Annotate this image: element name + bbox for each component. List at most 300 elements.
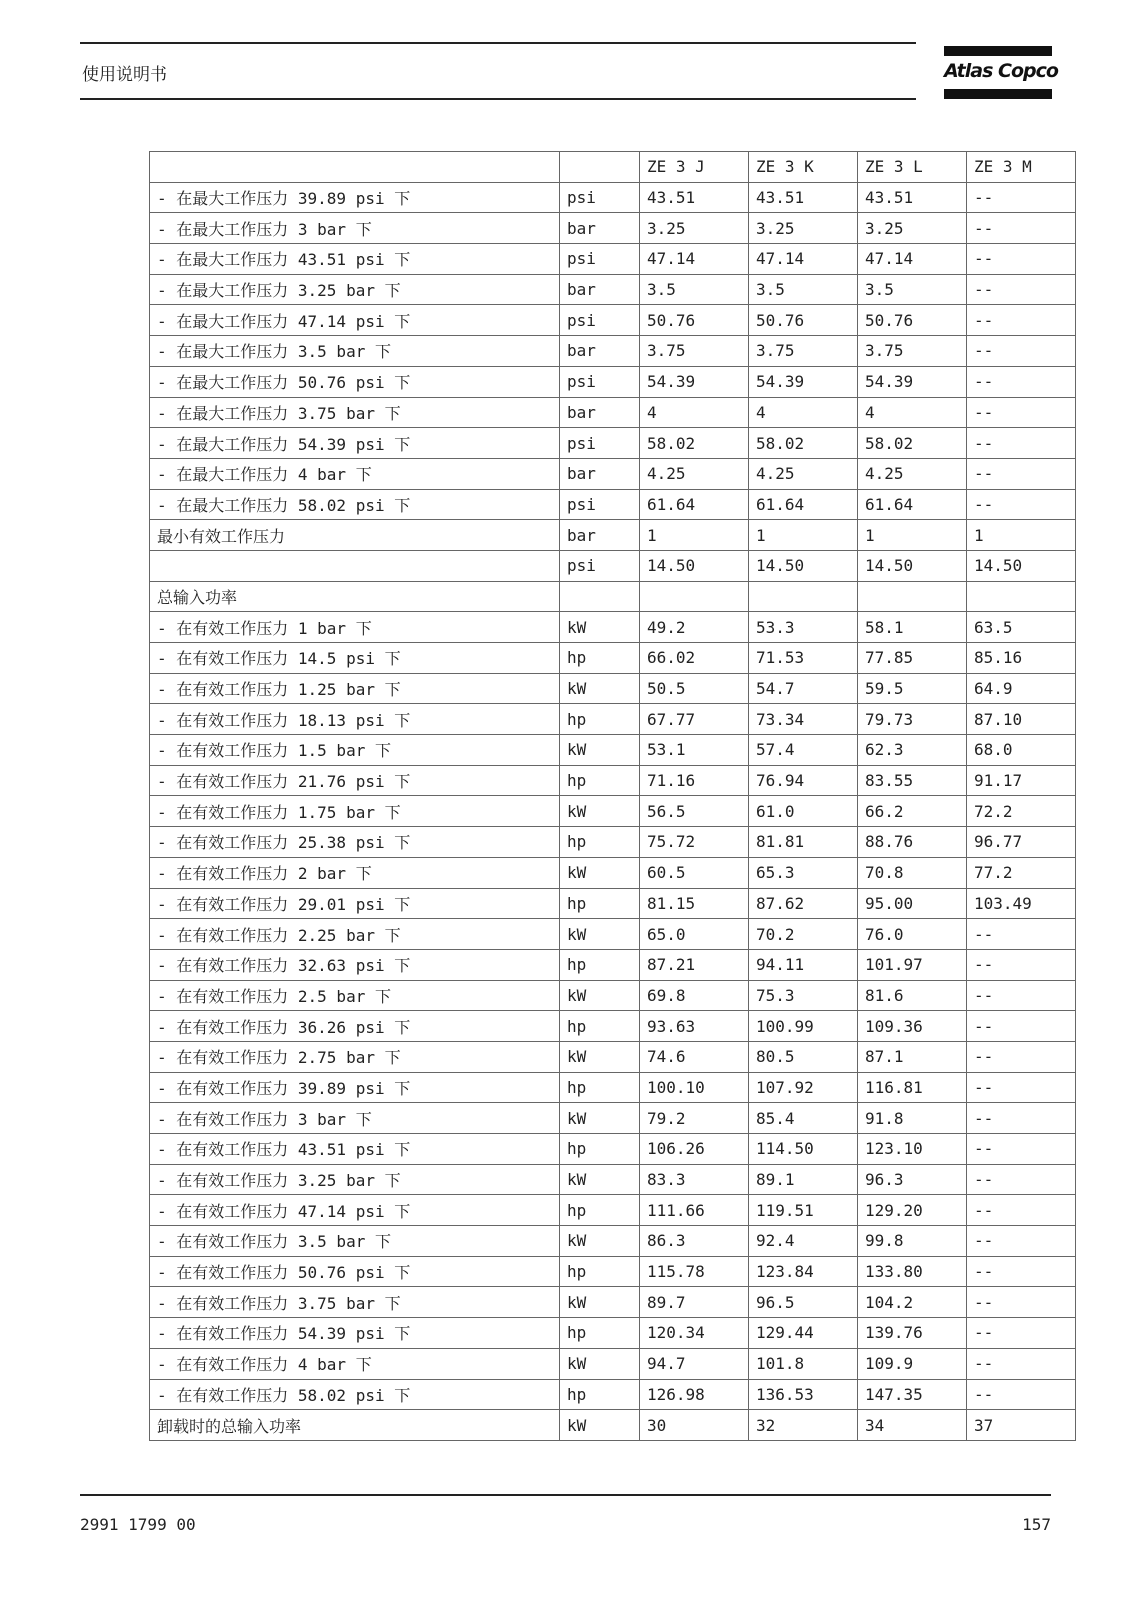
row-label: - 在有效工作压力 36.26 psi 下	[150, 1011, 560, 1042]
table-row	[150, 673, 1076, 704]
row-label: - 在最大工作压力 3.5 bar 下	[150, 336, 560, 367]
value-cell-ze3j: 120.34	[640, 1318, 749, 1349]
value-cell-ze3k: 1	[749, 520, 858, 551]
value-cell-ze3k: 136.53	[749, 1379, 858, 1410]
value-cell-ze3m: --	[967, 182, 1076, 213]
value-cell-ze3k: 114.50	[749, 1134, 858, 1165]
value-cell-ze3l: 91.8	[858, 1103, 967, 1134]
value-cell-ze3m: --	[967, 244, 1076, 275]
value-cell-ze3k: 61.64	[749, 489, 858, 520]
value-cell-ze3l: 62.3	[858, 735, 967, 766]
value-cell-ze3k: 107.92	[749, 1072, 858, 1103]
value-cell-ze3l: 43.51	[858, 182, 967, 213]
value-cell-ze3k: 87.62	[749, 888, 858, 919]
value-cell-ze3l: 14.50	[858, 550, 967, 581]
value-cell-ze3l: 79.73	[858, 704, 967, 735]
header-cell-label	[150, 152, 560, 183]
value-cell-ze3j: 4	[640, 397, 749, 428]
value-cell-ze3l: 34	[858, 1410, 967, 1441]
table-row	[150, 1287, 1076, 1318]
table-row	[150, 1103, 1076, 1134]
row-label: - 在最大工作压力 3.25 bar 下	[150, 274, 560, 305]
value-cell-ze3j: 79.2	[640, 1103, 749, 1134]
row-label: - 在最大工作压力 39.89 psi 下	[150, 182, 560, 213]
value-cell-ze3m: 96.77	[967, 827, 1076, 858]
value-cell-ze3m: --	[967, 458, 1076, 489]
table-row	[150, 735, 1076, 766]
value-cell-ze3m: --	[967, 1379, 1076, 1410]
table-row	[150, 612, 1076, 643]
value-cell-ze3j: 30	[640, 1410, 749, 1441]
row-label: - 在有效工作压力 4 bar 下	[150, 1348, 560, 1379]
value-cell-ze3j: 50.5	[640, 673, 749, 704]
unit-cell: psi	[560, 244, 640, 275]
table-row	[150, 980, 1076, 1011]
value-cell-ze3j: 66.02	[640, 643, 749, 674]
table-row	[150, 827, 1076, 858]
value-cell-ze3l: 58.02	[858, 428, 967, 459]
value-cell-ze3k: 50.76	[749, 305, 858, 336]
value-cell-ze3j: 56.5	[640, 796, 749, 827]
value-cell-ze3j: 69.8	[640, 980, 749, 1011]
table-row	[150, 1072, 1076, 1103]
unit-cell: hp	[560, 643, 640, 674]
table-row	[150, 1318, 1076, 1349]
logo-wordmark: Atlas Copco	[944, 60, 1058, 82]
header-top-rule	[80, 42, 916, 44]
unit-cell: kW	[560, 673, 640, 704]
value-cell-ze3l: 3.75	[858, 336, 967, 367]
value-cell-ze3j: 58.02	[640, 428, 749, 459]
value-cell-ze3j: 43.51	[640, 182, 749, 213]
value-cell-ze3k: 4.25	[749, 458, 858, 489]
unit-cell: kW	[560, 1348, 640, 1379]
table-row	[150, 550, 1076, 581]
table-row	[150, 428, 1076, 459]
value-cell-ze3j: 89.7	[640, 1287, 749, 1318]
value-cell-ze3j: 111.66	[640, 1195, 749, 1226]
table-row	[150, 213, 1076, 244]
value-cell-ze3l: 4	[858, 397, 967, 428]
value-cell-ze3m: --	[967, 1348, 1076, 1379]
value-cell-ze3l: 133.80	[858, 1256, 967, 1287]
value-cell-ze3m: --	[967, 1103, 1076, 1134]
value-cell-ze3m: --	[967, 949, 1076, 980]
value-cell-ze3k: 76.94	[749, 765, 858, 796]
unit-cell: kW	[560, 1410, 640, 1441]
value-cell-ze3j: 65.0	[640, 919, 749, 950]
value-cell-ze3j: 93.63	[640, 1011, 749, 1042]
value-cell-ze3j: 3.75	[640, 336, 749, 367]
value-cell-ze3k: 80.5	[749, 1041, 858, 1072]
value-cell-ze3l: 59.5	[858, 673, 967, 704]
table-row	[150, 888, 1076, 919]
value-cell-ze3m: 87.10	[967, 704, 1076, 735]
value-cell-ze3j: 86.3	[640, 1226, 749, 1257]
row-label: - 在有效工作压力 43.51 psi 下	[150, 1134, 560, 1165]
value-cell-ze3l: 4.25	[858, 458, 967, 489]
row-label: - 在有效工作压力 2 bar 下	[150, 857, 560, 888]
unit-cell: bar	[560, 397, 640, 428]
unit-cell: hp	[560, 1011, 640, 1042]
value-cell-ze3l: 99.8	[858, 1226, 967, 1257]
unit-cell: bar	[560, 274, 640, 305]
value-cell-ze3l: 116.81	[858, 1072, 967, 1103]
value-cell-ze3k	[749, 581, 858, 612]
value-cell-ze3j: 50.76	[640, 305, 749, 336]
table-row	[150, 397, 1076, 428]
row-label: - 在有效工作压力 3.75 bar 下	[150, 1287, 560, 1318]
value-cell-ze3j: 54.39	[640, 366, 749, 397]
value-cell-ze3m: 14.50	[967, 550, 1076, 581]
unit-cell: kW	[560, 1103, 640, 1134]
row-label: - 在有效工作压力 18.13 psi 下	[150, 704, 560, 735]
unit-cell: kW	[560, 796, 640, 827]
value-cell-ze3m: --	[967, 397, 1076, 428]
value-cell-ze3j: 61.64	[640, 489, 749, 520]
value-cell-ze3j: 67.77	[640, 704, 749, 735]
value-cell-ze3k: 57.4	[749, 735, 858, 766]
header-cell-model: ZE 3 L	[858, 152, 967, 183]
value-cell-ze3m: --	[967, 336, 1076, 367]
table-row	[150, 704, 1076, 735]
value-cell-ze3k: 14.50	[749, 550, 858, 581]
row-label: - 在有效工作压力 29.01 psi 下	[150, 888, 560, 919]
spec-table	[149, 151, 1076, 1441]
unit-cell: psi	[560, 305, 640, 336]
table-row	[150, 643, 1076, 674]
header-bottom-rule	[80, 98, 916, 100]
unit-cell: bar	[560, 213, 640, 244]
row-label: - 在有效工作压力 1.75 bar 下	[150, 796, 560, 827]
table-row	[150, 765, 1076, 796]
value-cell-ze3l: 96.3	[858, 1164, 967, 1195]
value-cell-ze3j: 1	[640, 520, 749, 551]
row-label: 卸载时的总输入功率	[150, 1410, 560, 1441]
row-label: - 在有效工作压力 3.5 bar 下	[150, 1226, 560, 1257]
row-label: - 在最大工作压力 50.76 psi 下	[150, 366, 560, 397]
value-cell-ze3m: --	[967, 1226, 1076, 1257]
value-cell-ze3l: 147.35	[858, 1379, 967, 1410]
row-label: - 在最大工作压力 54.39 psi 下	[150, 428, 560, 459]
table-row	[150, 1041, 1076, 1072]
value-cell-ze3j: 106.26	[640, 1134, 749, 1165]
table-row	[150, 1134, 1076, 1165]
value-cell-ze3k: 81.81	[749, 827, 858, 858]
table-row	[150, 1348, 1076, 1379]
value-cell-ze3m: 77.2	[967, 857, 1076, 888]
value-cell-ze3m: --	[967, 1195, 1076, 1226]
row-label	[150, 550, 560, 581]
table-row	[150, 305, 1076, 336]
value-cell-ze3l: 123.10	[858, 1134, 967, 1165]
unit-cell: hp	[560, 1379, 640, 1410]
value-cell-ze3m: --	[967, 980, 1076, 1011]
value-cell-ze3k: 123.84	[749, 1256, 858, 1287]
value-cell-ze3k: 43.51	[749, 182, 858, 213]
value-cell-ze3k: 4	[749, 397, 858, 428]
row-label: - 在有效工作压力 54.39 psi 下	[150, 1318, 560, 1349]
row-label: - 在有效工作压力 3.25 bar 下	[150, 1164, 560, 1195]
unit-cell: hp	[560, 1256, 640, 1287]
unit-cell: kW	[560, 612, 640, 643]
table-row	[150, 1410, 1076, 1441]
value-cell-ze3l: 1	[858, 520, 967, 551]
table-row	[150, 1164, 1076, 1195]
row-label: - 在有效工作压力 3 bar 下	[150, 1103, 560, 1134]
row-label: - 在有效工作压力 25.38 psi 下	[150, 827, 560, 858]
page-number: 157	[1022, 1515, 1051, 1534]
value-cell-ze3m: 72.2	[967, 796, 1076, 827]
value-cell-ze3k: 96.5	[749, 1287, 858, 1318]
row-label: 总输入功率	[150, 581, 560, 612]
value-cell-ze3k: 3.25	[749, 213, 858, 244]
value-cell-ze3j: 3.25	[640, 213, 749, 244]
unit-cell: kW	[560, 857, 640, 888]
table-row	[150, 274, 1076, 305]
value-cell-ze3l: 101.97	[858, 949, 967, 980]
row-label: - 在最大工作压力 4 bar 下	[150, 458, 560, 489]
value-cell-ze3k: 58.02	[749, 428, 858, 459]
value-cell-ze3m: 64.9	[967, 673, 1076, 704]
value-cell-ze3m: 103.49	[967, 888, 1076, 919]
unit-cell: bar	[560, 336, 640, 367]
unit-cell: bar	[560, 520, 640, 551]
value-cell-ze3l: 109.36	[858, 1011, 967, 1042]
unit-cell: psi	[560, 428, 640, 459]
unit-cell: hp	[560, 949, 640, 980]
value-cell-ze3j: 71.16	[640, 765, 749, 796]
value-cell-ze3j: 115.78	[640, 1256, 749, 1287]
value-cell-ze3l: 109.9	[858, 1348, 967, 1379]
value-cell-ze3l: 81.6	[858, 980, 967, 1011]
value-cell-ze3l: 129.20	[858, 1195, 967, 1226]
value-cell-ze3k: 89.1	[749, 1164, 858, 1195]
logo-bar-top	[944, 46, 1052, 56]
table-row	[150, 857, 1076, 888]
value-cell-ze3m: --	[967, 1011, 1076, 1042]
unit-cell: psi	[560, 182, 640, 213]
value-cell-ze3l: 77.85	[858, 643, 967, 674]
value-cell-ze3m: 91.17	[967, 765, 1076, 796]
unit-cell: hp	[560, 704, 640, 735]
unit-cell: kW	[560, 980, 640, 1011]
unit-cell: hp	[560, 1195, 640, 1226]
value-cell-ze3k: 129.44	[749, 1318, 858, 1349]
table-row	[150, 520, 1076, 551]
unit-cell: hp	[560, 1134, 640, 1165]
table-row	[150, 489, 1076, 520]
unit-cell	[560, 581, 640, 612]
value-cell-ze3m: --	[967, 1134, 1076, 1165]
value-cell-ze3l	[858, 581, 967, 612]
value-cell-ze3m: --	[967, 366, 1076, 397]
spec-table-body	[150, 182, 1076, 1440]
value-cell-ze3l: 3.5	[858, 274, 967, 305]
value-cell-ze3m: 68.0	[967, 735, 1076, 766]
value-cell-ze3m	[967, 581, 1076, 612]
value-cell-ze3m: --	[967, 1318, 1076, 1349]
value-cell-ze3j: 87.21	[640, 949, 749, 980]
value-cell-ze3l: 83.55	[858, 765, 967, 796]
value-cell-ze3j: 47.14	[640, 244, 749, 275]
unit-cell: hp	[560, 888, 640, 919]
unit-cell: kW	[560, 1164, 640, 1195]
table-row	[150, 1379, 1076, 1410]
value-cell-ze3j: 75.72	[640, 827, 749, 858]
row-label: - 在最大工作压力 3.75 bar 下	[150, 397, 560, 428]
value-cell-ze3l: 47.14	[858, 244, 967, 275]
value-cell-ze3k: 92.4	[749, 1226, 858, 1257]
header-cell-model: ZE 3 K	[749, 152, 858, 183]
document-title: 使用说明书	[82, 65, 167, 85]
table-row	[150, 182, 1076, 213]
row-label: - 在有效工作压力 32.63 psi 下	[150, 949, 560, 980]
row-label: - 在有效工作压力 1.5 bar 下	[150, 735, 560, 766]
value-cell-ze3j: 126.98	[640, 1379, 749, 1410]
value-cell-ze3k: 94.11	[749, 949, 858, 980]
unit-cell: kW	[560, 735, 640, 766]
value-cell-ze3k: 32	[749, 1410, 858, 1441]
unit-cell: kW	[560, 919, 640, 950]
row-label: - 在有效工作压力 47.14 psi 下	[150, 1195, 560, 1226]
value-cell-ze3k: 3.5	[749, 274, 858, 305]
table-row	[150, 458, 1076, 489]
value-cell-ze3j: 74.6	[640, 1041, 749, 1072]
unit-cell: psi	[560, 366, 640, 397]
value-cell-ze3k: 100.99	[749, 1011, 858, 1042]
row-label: - 在有效工作压力 1 bar 下	[150, 612, 560, 643]
table-row	[150, 1226, 1076, 1257]
table-row	[150, 1195, 1076, 1226]
unit-cell: hp	[560, 765, 640, 796]
value-cell-ze3j: 14.50	[640, 550, 749, 581]
table-row	[150, 244, 1076, 275]
value-cell-ze3m: 1	[967, 520, 1076, 551]
value-cell-ze3k: 61.0	[749, 796, 858, 827]
value-cell-ze3l: 70.8	[858, 857, 967, 888]
value-cell-ze3k: 75.3	[749, 980, 858, 1011]
table-row	[150, 796, 1076, 827]
value-cell-ze3m: --	[967, 1072, 1076, 1103]
value-cell-ze3l: 58.1	[858, 612, 967, 643]
table-row	[150, 336, 1076, 367]
value-cell-ze3j: 53.1	[640, 735, 749, 766]
value-cell-ze3l: 50.76	[858, 305, 967, 336]
row-label: - 在有效工作压力 2.75 bar 下	[150, 1041, 560, 1072]
table-row	[150, 919, 1076, 950]
row-label: - 在有效工作压力 50.76 psi 下	[150, 1256, 560, 1287]
value-cell-ze3m: --	[967, 1041, 1076, 1072]
value-cell-ze3j	[640, 581, 749, 612]
value-cell-ze3m: --	[967, 428, 1076, 459]
value-cell-ze3j: 81.15	[640, 888, 749, 919]
value-cell-ze3m: --	[967, 489, 1076, 520]
value-cell-ze3k: 54.7	[749, 673, 858, 704]
value-cell-ze3m: --	[967, 305, 1076, 336]
value-cell-ze3m: 37	[967, 1410, 1076, 1441]
unit-cell: kW	[560, 1226, 640, 1257]
value-cell-ze3k: 54.39	[749, 366, 858, 397]
row-label: - 在最大工作压力 43.51 psi 下	[150, 244, 560, 275]
value-cell-ze3k: 70.2	[749, 919, 858, 950]
value-cell-ze3m: --	[967, 919, 1076, 950]
row-label: - 在有效工作压力 58.02 psi 下	[150, 1379, 560, 1410]
value-cell-ze3m: --	[967, 1164, 1076, 1195]
value-cell-ze3l: 104.2	[858, 1287, 967, 1318]
row-label: - 在有效工作压力 21.76 psi 下	[150, 765, 560, 796]
value-cell-ze3l: 139.76	[858, 1318, 967, 1349]
value-cell-ze3l: 66.2	[858, 796, 967, 827]
row-label: - 在最大工作压力 47.14 psi 下	[150, 305, 560, 336]
value-cell-ze3l: 3.25	[858, 213, 967, 244]
row-label: - 在有效工作压力 2.25 bar 下	[150, 919, 560, 950]
value-cell-ze3j: 4.25	[640, 458, 749, 489]
row-label: - 在最大工作压力 3 bar 下	[150, 213, 560, 244]
value-cell-ze3j: 3.5	[640, 274, 749, 305]
atlas-copco-logo	[944, 46, 1058, 98]
logo-bar-bottom	[944, 89, 1052, 99]
value-cell-ze3l: 54.39	[858, 366, 967, 397]
value-cell-ze3k: 53.3	[749, 612, 858, 643]
value-cell-ze3l: 95.00	[858, 888, 967, 919]
header-cell-model: ZE 3 M	[967, 152, 1076, 183]
value-cell-ze3k: 73.34	[749, 704, 858, 735]
value-cell-ze3m: --	[967, 1287, 1076, 1318]
value-cell-ze3j: 83.3	[640, 1164, 749, 1195]
unit-cell: bar	[560, 458, 640, 489]
table-row	[150, 949, 1076, 980]
table-row	[150, 581, 1076, 612]
value-cell-ze3k: 47.14	[749, 244, 858, 275]
value-cell-ze3j: 100.10	[640, 1072, 749, 1103]
row-label: - 在有效工作压力 2.5 bar 下	[150, 980, 560, 1011]
value-cell-ze3m: 85.16	[967, 643, 1076, 674]
row-label: - 在有效工作压力 14.5 psi 下	[150, 643, 560, 674]
table-row	[150, 1011, 1076, 1042]
footer-rule	[80, 1494, 1051, 1496]
unit-cell: kW	[560, 1287, 640, 1318]
value-cell-ze3l: 76.0	[858, 919, 967, 950]
value-cell-ze3j: 49.2	[640, 612, 749, 643]
unit-cell: hp	[560, 1072, 640, 1103]
value-cell-ze3k: 71.53	[749, 643, 858, 674]
row-label: 最小有效工作压力	[150, 520, 560, 551]
value-cell-ze3k: 65.3	[749, 857, 858, 888]
unit-cell: hp	[560, 827, 640, 858]
value-cell-ze3l: 88.76	[858, 827, 967, 858]
value-cell-ze3k: 85.4	[749, 1103, 858, 1134]
value-cell-ze3k: 3.75	[749, 336, 858, 367]
value-cell-ze3m: --	[967, 213, 1076, 244]
value-cell-ze3m: --	[967, 1256, 1076, 1287]
table-header-row	[150, 152, 1076, 183]
value-cell-ze3k: 119.51	[749, 1195, 858, 1226]
row-label: - 在有效工作压力 39.89 psi 下	[150, 1072, 560, 1103]
unit-cell: hp	[560, 1318, 640, 1349]
table-row	[150, 1256, 1076, 1287]
value-cell-ze3l: 87.1	[858, 1041, 967, 1072]
document-number: 2991 1799 00	[80, 1515, 196, 1534]
row-label: - 在最大工作压力 58.02 psi 下	[150, 489, 560, 520]
value-cell-ze3m: 63.5	[967, 612, 1076, 643]
row-label: - 在有效工作压力 1.25 bar 下	[150, 673, 560, 704]
table-row	[150, 366, 1076, 397]
value-cell-ze3m: --	[967, 274, 1076, 305]
unit-cell: psi	[560, 550, 640, 581]
unit-cell: kW	[560, 1041, 640, 1072]
value-cell-ze3j: 60.5	[640, 857, 749, 888]
